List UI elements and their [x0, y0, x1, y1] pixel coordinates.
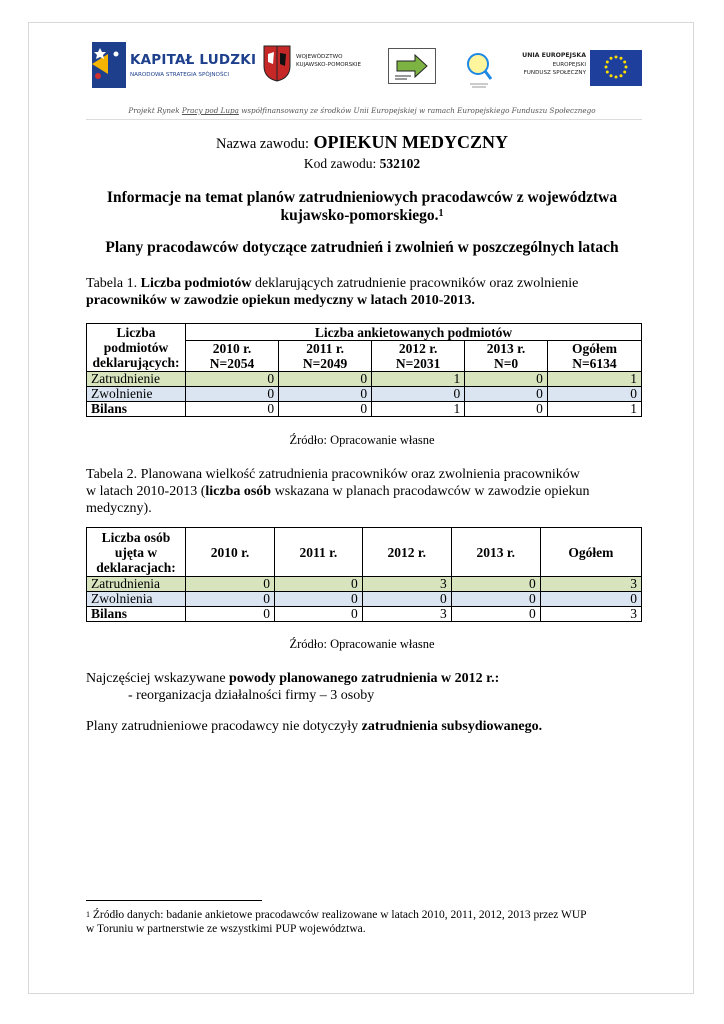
table-cell: 0 — [540, 592, 641, 607]
table-cell: 0 — [275, 607, 363, 622]
table2 — [86, 527, 642, 622]
voivodeship-crest-icon — [262, 44, 292, 82]
footnote-mark: 1 — [86, 910, 90, 919]
table-row — [87, 387, 642, 402]
project-funding-line — [0, 106, 724, 115]
table-cell: 0 — [275, 577, 363, 592]
table-cell: 3 — [362, 607, 451, 622]
reason-list-item: - reorganizacja działalności firmy – 3 osoby — [128, 688, 375, 703]
table-row — [87, 402, 642, 417]
table1-source: Źródło: Opracowanie własne — [289, 433, 435, 447]
row-label: Bilans — [87, 607, 186, 622]
table1-column-year: 2013 r. — [486, 341, 526, 356]
table-cell: 0 — [275, 592, 363, 607]
row-label: Zatrudnienie — [87, 372, 186, 387]
wup-logo — [388, 48, 436, 84]
table2-column-header: 2013 r. — [451, 528, 540, 577]
table-cell: 3 — [540, 577, 641, 592]
table-cell: 0 — [186, 577, 275, 592]
table2-caption — [86, 466, 642, 517]
footnote-divider — [86, 900, 262, 901]
table2-corner-header: Liczba osób ujęta w deklaracjach: — [87, 528, 186, 577]
table1-column-header — [279, 341, 372, 372]
table1-column-n: N=2049 — [302, 356, 348, 371]
table1-column-header — [465, 341, 548, 372]
table-cell: 3 — [362, 577, 451, 592]
row-label: Zatrudnienia — [87, 577, 186, 592]
table2-column-header: 2012 r. — [362, 528, 451, 577]
subsidized-text: Plany zatrudnieniowe pracodawcy nie dotyczyły — [86, 719, 362, 734]
table-cell: 3 — [540, 607, 641, 622]
table-cell: 0 — [451, 577, 540, 592]
table2-column-header: 2011 r. — [275, 528, 363, 577]
table1-column-n: N=2031 — [395, 356, 441, 371]
table1-column-year: 2012 r. — [398, 341, 438, 356]
table1-column-year: 2010 r. — [212, 341, 252, 356]
table1-column-header — [547, 341, 641, 372]
reasons-intro — [86, 670, 642, 687]
table-cell: 0 — [465, 387, 548, 402]
table2-caption-line2-bold: liczba osób — [205, 484, 272, 499]
table-cell: 0 — [186, 402, 279, 417]
table2-caption-line2-before: w latach 2010-2013 ( — [86, 484, 206, 499]
table-row — [87, 592, 642, 607]
table-cell: 0 — [372, 387, 465, 402]
project-line-after: współfinansowany ze środków Unii Europejskiej w ramach Europejskiego Funduszu Społecznego — [238, 106, 596, 115]
plans-heading: Plany pracodawców dotyczące zatrudnień i zwolnień w poszczególnych latach — [105, 239, 619, 256]
table1-column-header — [186, 341, 279, 372]
info-heading-line2: kujawsko-pomorskiego. — [280, 207, 439, 224]
table2-caption-line3: medyczny). — [86, 501, 152, 516]
reasons-intro-bold: powody planowanego zatrudnienia w 2012 r.: — [229, 671, 500, 686]
kapital-ludzki-logo — [86, 40, 256, 100]
footnote-reference[interactable]: 1 — [438, 208, 444, 219]
banner-divider — [86, 119, 642, 120]
table2-caption-line2-after: wskazana w planach pracodawców w zawodzie opiekun — [271, 484, 590, 499]
table-cell: 0 — [279, 387, 372, 402]
table1-column-year: 2011 r. — [306, 341, 344, 356]
table-cell: 0 — [362, 592, 451, 607]
eu-flag-icon — [590, 50, 642, 86]
table-cell: 1 — [372, 402, 465, 417]
wojewodztwo-line2: KUJAWSKO-POMORSKIE — [296, 61, 361, 68]
table-cell: 0 — [451, 592, 540, 607]
row-label: Bilans — [87, 402, 186, 417]
occupation-code-label: Kod zawodu: — [303, 156, 377, 171]
table1-caption-prefix: Tabela 1. — [86, 276, 141, 291]
table1-column-header — [372, 341, 465, 372]
wojewodztwo-logo — [262, 44, 382, 94]
table2-column-header: 2010 r. — [186, 528, 275, 577]
magnifier-icon — [464, 50, 494, 92]
table2-column-header: Ogółem — [540, 528, 641, 577]
table1-column-n: N=2054 — [209, 356, 255, 371]
table-cell: 1 — [547, 402, 641, 417]
table-cell: 0 — [451, 607, 540, 622]
table-cell: 0 — [186, 607, 275, 622]
eu-text — [522, 52, 586, 78]
wojewodztwo-text — [296, 54, 361, 69]
table1 — [86, 323, 642, 417]
table1-group-header: Liczba ankietowanych podmiotów — [186, 324, 642, 341]
table1-caption-mid: deklarujących zatrudnienie pracowników oraz zwolnienie — [251, 276, 579, 291]
table2-caption-line1: Tabela 2. Planowana wielkość zatrudnienia pracowników oraz zwolnienia pracowników — [86, 467, 580, 482]
info-heading-line1: Informacje na temat planów zatrudnieniowych pracodawców z województwa — [106, 189, 618, 206]
table1-caption-bold1: Liczba podmiotów — [140, 276, 252, 291]
eu-line3: FUNDUSZ SPOŁECZNY — [523, 70, 586, 76]
table-cell: 0 — [186, 372, 279, 387]
table-cell: 0 — [465, 372, 548, 387]
table2-body — [87, 577, 642, 622]
kapital-ludzki-title: KAPITAŁ LUDZKI — [130, 52, 257, 68]
kapital-ludzki-subtitle: NARODOWA STRATEGIA SPÓJNOŚCI — [130, 72, 230, 78]
table1-corner-header: Liczba podmiotów deklarujących: — [87, 324, 186, 372]
table-cell: 0 — [279, 402, 372, 417]
occupation-label: Nazwa zawodu: — [216, 136, 310, 152]
occupation-name: OPIEKUN MEDYCZNY — [313, 132, 508, 152]
subsidized-bold: zatrudnienia subsydiowanego. — [361, 719, 543, 734]
occupation-code-line — [0, 156, 724, 172]
table2-source: Źródło: Opracowanie własne — [289, 637, 435, 651]
table-row — [87, 577, 642, 592]
logo-banner — [86, 40, 646, 100]
table-cell: 0 — [279, 372, 372, 387]
wojewodztwo-line1: WOJEWÓDZTWO — [296, 54, 343, 60]
table2-header-row — [87, 528, 642, 577]
project-line-underlined: Pracy pod Lupą — [181, 106, 239, 115]
table-cell: 0 — [186, 387, 279, 402]
table-cell: 1 — [372, 372, 465, 387]
rynek-pracy-logo — [464, 50, 494, 92]
table-cell: 1 — [547, 372, 641, 387]
footnote — [86, 908, 646, 936]
row-label: Zwolnienia — [87, 592, 186, 607]
wup-arrow-icon — [389, 49, 435, 83]
table1-column-n: N=0 — [493, 356, 519, 371]
table1-column-n: N=6134 — [572, 356, 617, 371]
info-heading — [0, 189, 724, 225]
occupation-name-line — [0, 132, 724, 153]
eu-line2: EUROPEJSKI — [552, 61, 586, 68]
reasons-intro-text: Najczęściej wskazywane — [86, 671, 230, 686]
table-cell: 0 — [465, 402, 548, 417]
table1-body — [87, 372, 642, 417]
table-cell: 0 — [186, 592, 275, 607]
table1-caption — [86, 275, 642, 309]
table1-caption-bold2: pracowników w zawodzie opiekun medyczny w latach 2010-2013. — [86, 293, 475, 308]
table1-column-year: Ogółem — [571, 341, 617, 356]
table-row — [87, 372, 642, 387]
eu-line1: UNIA EUROPEJSKA — [522, 52, 586, 59]
table-cell: 0 — [547, 387, 641, 402]
occupation-code: 532102 — [379, 156, 421, 171]
table-row — [87, 607, 642, 622]
row-label: Zwolnienie — [87, 387, 186, 402]
footnote-line2: w Toruniu w partnerstwie ze wszystkimi PUP województwa. — [86, 923, 366, 935]
footnote-line1: Źródło danych: badanie ankietowe pracodawców realizowane w latach 2010, 2011, 2012, 2013 przez WUP — [92, 909, 587, 921]
subsidized-note — [86, 718, 642, 735]
eu-logo — [510, 50, 642, 90]
project-line-before: Projekt Rynek — [128, 106, 182, 115]
kapital-ludzki-emblem-icon — [86, 40, 130, 92]
